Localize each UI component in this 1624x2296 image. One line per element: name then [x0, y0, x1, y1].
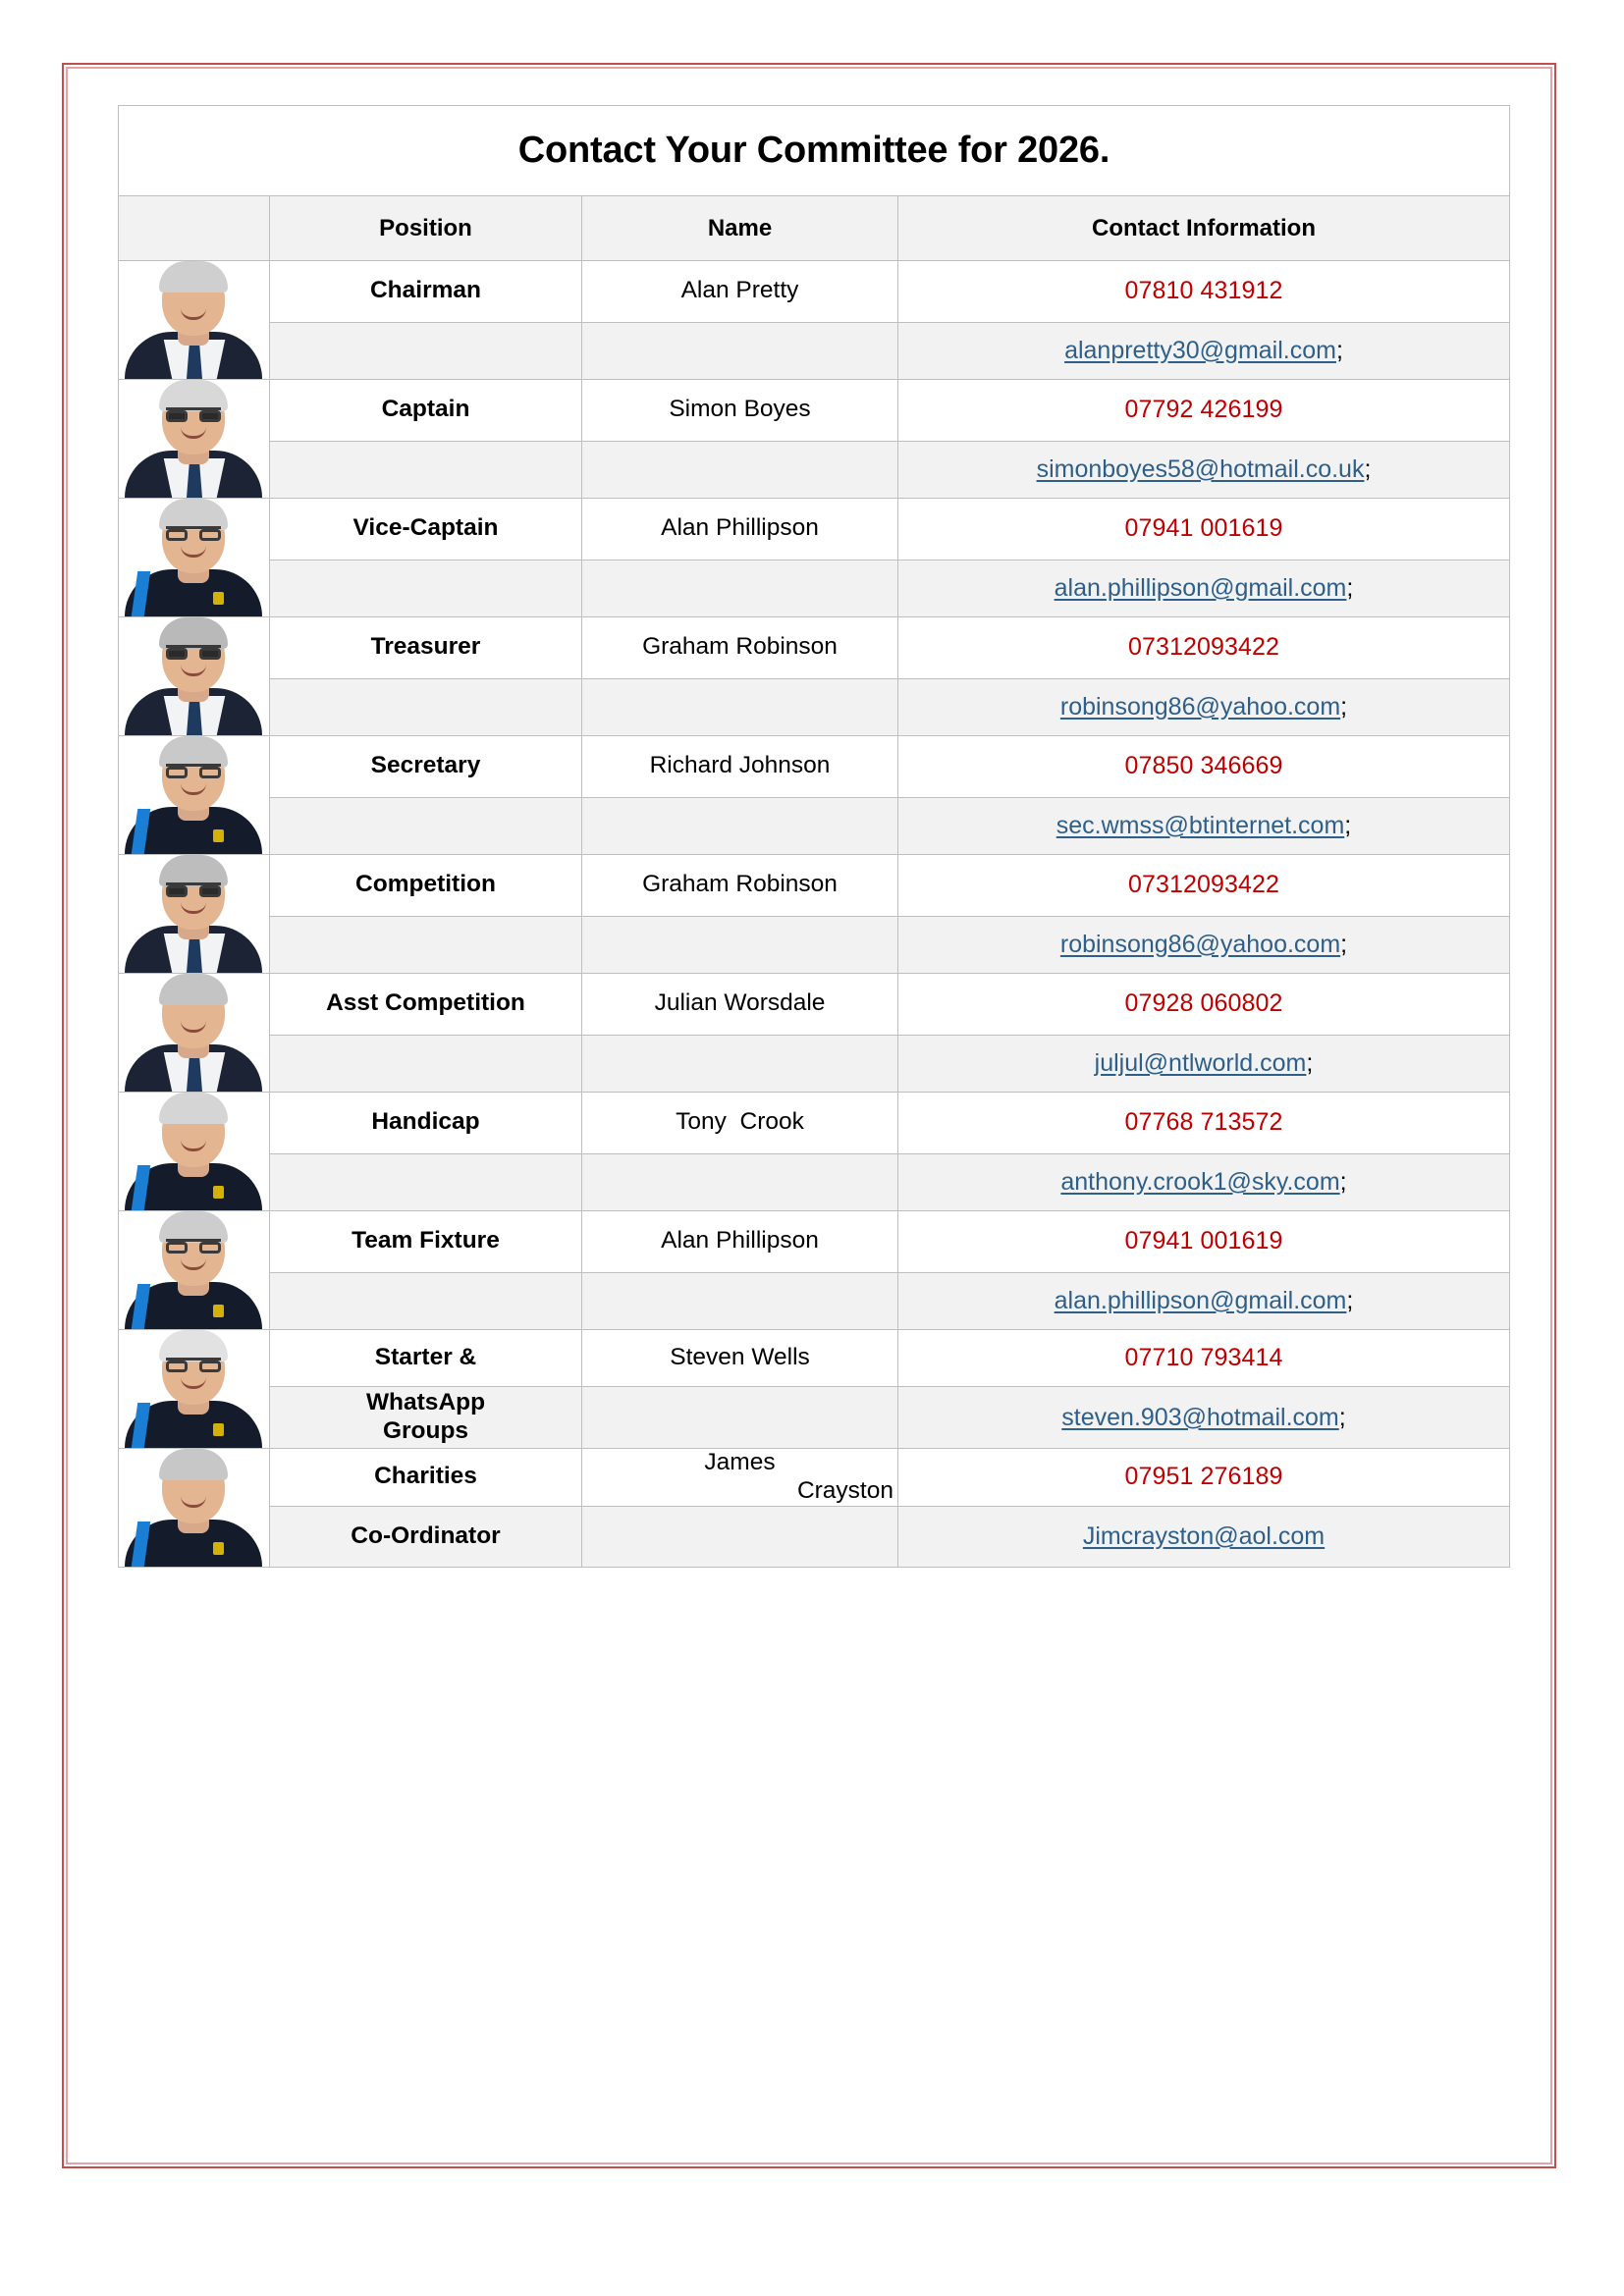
member-name: Graham Robinson	[582, 855, 898, 917]
email-link[interactable]: anthony.crook1@sky.com	[1060, 1167, 1340, 1196]
table-row	[119, 322, 1510, 379]
column-header-position: Position	[270, 196, 582, 261]
member-position-continued: Co-Ordinator	[270, 1506, 582, 1567]
member-email[interactable]	[898, 1153, 1510, 1210]
member-photo-cell	[119, 974, 270, 1093]
email-link[interactable]: sec.wmss@btinternet.com	[1056, 811, 1345, 839]
email-link[interactable]: robinsong86@yahoo.com	[1059, 930, 1341, 958]
member-email[interactable]	[898, 1387, 1510, 1449]
member-position: Handicap	[270, 1093, 582, 1154]
member-photo-cell	[119, 617, 270, 736]
member-name: Tony Crook	[582, 1093, 898, 1154]
member-photo-cell	[119, 855, 270, 974]
table-header-row	[119, 196, 1510, 261]
member-phone: 07850 346669	[898, 736, 1510, 798]
column-header-name: Name	[582, 196, 898, 261]
member-position-continued	[270, 1272, 582, 1329]
member-photo-cell	[119, 1093, 270, 1211]
portrait-james-crayston	[119, 1449, 268, 1567]
member-position: Competition	[270, 855, 582, 917]
email-link[interactable]: alan.phillipson@gmail.com	[1054, 1286, 1347, 1314]
member-name: Alan Phillipson	[582, 1211, 898, 1273]
member-position-continued	[270, 1153, 582, 1210]
table-row	[119, 1330, 1510, 1387]
title-row	[119, 106, 1510, 196]
member-email[interactable]	[898, 1035, 1510, 1092]
portrait-richard-johnson	[119, 736, 268, 854]
table-row	[119, 1449, 1510, 1507]
member-email[interactable]	[898, 797, 1510, 854]
member-name-continued	[582, 1153, 898, 1210]
email-separator: ;	[1346, 1286, 1354, 1314]
table-row	[119, 736, 1510, 798]
member-email[interactable]	[898, 916, 1510, 973]
table-row	[119, 617, 1510, 679]
member-name-continued	[582, 1272, 898, 1329]
email-separator: ;	[1339, 1167, 1347, 1196]
table-row	[119, 261, 1510, 323]
portrait-tony-crook	[119, 1093, 268, 1210]
member-name-continued	[582, 1387, 898, 1449]
member-phone: 07792 426199	[898, 380, 1510, 442]
member-position-continued	[270, 560, 582, 616]
member-email[interactable]	[898, 441, 1510, 498]
member-name-continued	[582, 1506, 898, 1567]
member-name: James Crayston	[582, 1449, 898, 1507]
email-separator: ;	[1364, 454, 1372, 483]
email-link[interactable]: simonboyes58@hotmail.co.uk	[1036, 454, 1365, 483]
table-row	[119, 1093, 1510, 1154]
member-name: Alan Phillipson	[582, 499, 898, 561]
member-phone: 07312093422	[898, 855, 1510, 917]
member-phone: 07312093422	[898, 617, 1510, 679]
member-name-continued	[582, 916, 898, 973]
member-name-continued	[582, 322, 898, 379]
member-photo-cell	[119, 380, 270, 499]
member-position: Starter &	[270, 1330, 582, 1387]
member-phone: 07710 793414	[898, 1330, 1510, 1387]
page-title: Contact Your Committee for 2026.	[119, 106, 1510, 196]
table-row	[119, 1387, 1510, 1449]
portrait-alan-pretty	[119, 261, 268, 379]
column-header-photo	[119, 196, 270, 261]
email-separator: ;	[1344, 811, 1352, 839]
portrait-alan-phillipson-2	[119, 1211, 268, 1329]
member-email[interactable]	[898, 1506, 1510, 1567]
email-link[interactable]: Jimcrayston@aol.com	[1082, 1522, 1326, 1550]
member-phone: 07768 713572	[898, 1093, 1510, 1154]
portrait-alan-phillipson	[119, 499, 268, 616]
member-position: Captain	[270, 380, 582, 442]
table-row	[119, 1035, 1510, 1092]
member-position: Charities	[270, 1449, 582, 1507]
table-row	[119, 1506, 1510, 1567]
portrait-julian-worsdale	[119, 974, 268, 1092]
member-name-continued	[582, 797, 898, 854]
member-photo-cell	[119, 499, 270, 617]
member-position: Treasurer	[270, 617, 582, 679]
member-photo-cell	[119, 1211, 270, 1330]
email-link[interactable]: alanpretty30@gmail.com	[1064, 336, 1336, 364]
table-row	[119, 1272, 1510, 1329]
email-separator: ;	[1340, 692, 1348, 721]
member-name: Graham Robinson	[582, 617, 898, 679]
member-name: Simon Boyes	[582, 380, 898, 442]
member-name-continued	[582, 560, 898, 616]
member-position-continued	[270, 916, 582, 973]
table-row	[119, 916, 1510, 973]
member-name-continued	[582, 678, 898, 735]
member-email[interactable]	[898, 1272, 1510, 1329]
member-phone: 07810 431912	[898, 261, 1510, 323]
member-name: Richard Johnson	[582, 736, 898, 798]
member-position-continued	[270, 322, 582, 379]
email-separator: ;	[1335, 336, 1343, 364]
member-name-continued	[582, 1035, 898, 1092]
table-row	[119, 797, 1510, 854]
table-row	[119, 678, 1510, 735]
member-position: Asst Competition	[270, 974, 582, 1036]
member-position: Chairman	[270, 261, 582, 323]
table-row	[119, 1153, 1510, 1210]
portrait-graham-robinson-2	[119, 855, 268, 973]
member-phone: 07941 001619	[898, 499, 1510, 561]
member-position-continued	[270, 678, 582, 735]
member-phone: 07941 001619	[898, 1211, 1510, 1273]
email-link[interactable]: alan.phillipson@gmail.com	[1054, 573, 1347, 602]
email-link[interactable]: juljul@ntlworld.com	[1094, 1048, 1307, 1077]
member-name: Julian Worsdale	[582, 974, 898, 1036]
member-position: Vice-Captain	[270, 499, 582, 561]
member-name: Steven Wells	[582, 1330, 898, 1387]
member-position-continued	[270, 441, 582, 498]
member-email[interactable]	[898, 322, 1510, 379]
member-photo-cell	[119, 261, 270, 380]
email-separator: ;	[1338, 1403, 1346, 1431]
table-row	[119, 560, 1510, 616]
member-name: Alan Pretty	[582, 261, 898, 323]
column-header-contact: Contact Information	[898, 196, 1510, 261]
member-name-continued	[582, 441, 898, 498]
email-separator: ;	[1306, 1048, 1314, 1077]
email-link[interactable]: robinsong86@yahoo.com	[1059, 692, 1341, 721]
portrait-simon-boyes	[119, 380, 268, 498]
table-row	[119, 441, 1510, 498]
member-photo-cell	[119, 736, 270, 855]
member-phone: 07951 276189	[898, 1449, 1510, 1507]
member-photo-cell	[119, 1330, 270, 1449]
table-row	[119, 855, 1510, 917]
member-position-continued	[270, 797, 582, 854]
email-link[interactable]: steven.903@hotmail.com	[1061, 1403, 1339, 1431]
email-separator: ;	[1346, 573, 1354, 602]
member-email[interactable]	[898, 560, 1510, 616]
table-row	[119, 1211, 1510, 1273]
member-position-continued: WhatsApp Groups	[270, 1387, 582, 1449]
portrait-steven-wells	[119, 1330, 268, 1448]
committee-contact-table	[118, 105, 1510, 1568]
table-row	[119, 974, 1510, 1036]
member-phone: 07928 060802	[898, 974, 1510, 1036]
member-photo-cell	[119, 1449, 270, 1568]
member-position: Team Fixture	[270, 1211, 582, 1273]
email-separator: ;	[1340, 930, 1348, 958]
member-position-continued	[270, 1035, 582, 1092]
member-email[interactable]	[898, 678, 1510, 735]
portrait-graham-robinson	[119, 617, 268, 735]
table-row	[119, 499, 1510, 561]
member-position: Secretary	[270, 736, 582, 798]
table-row	[119, 380, 1510, 442]
